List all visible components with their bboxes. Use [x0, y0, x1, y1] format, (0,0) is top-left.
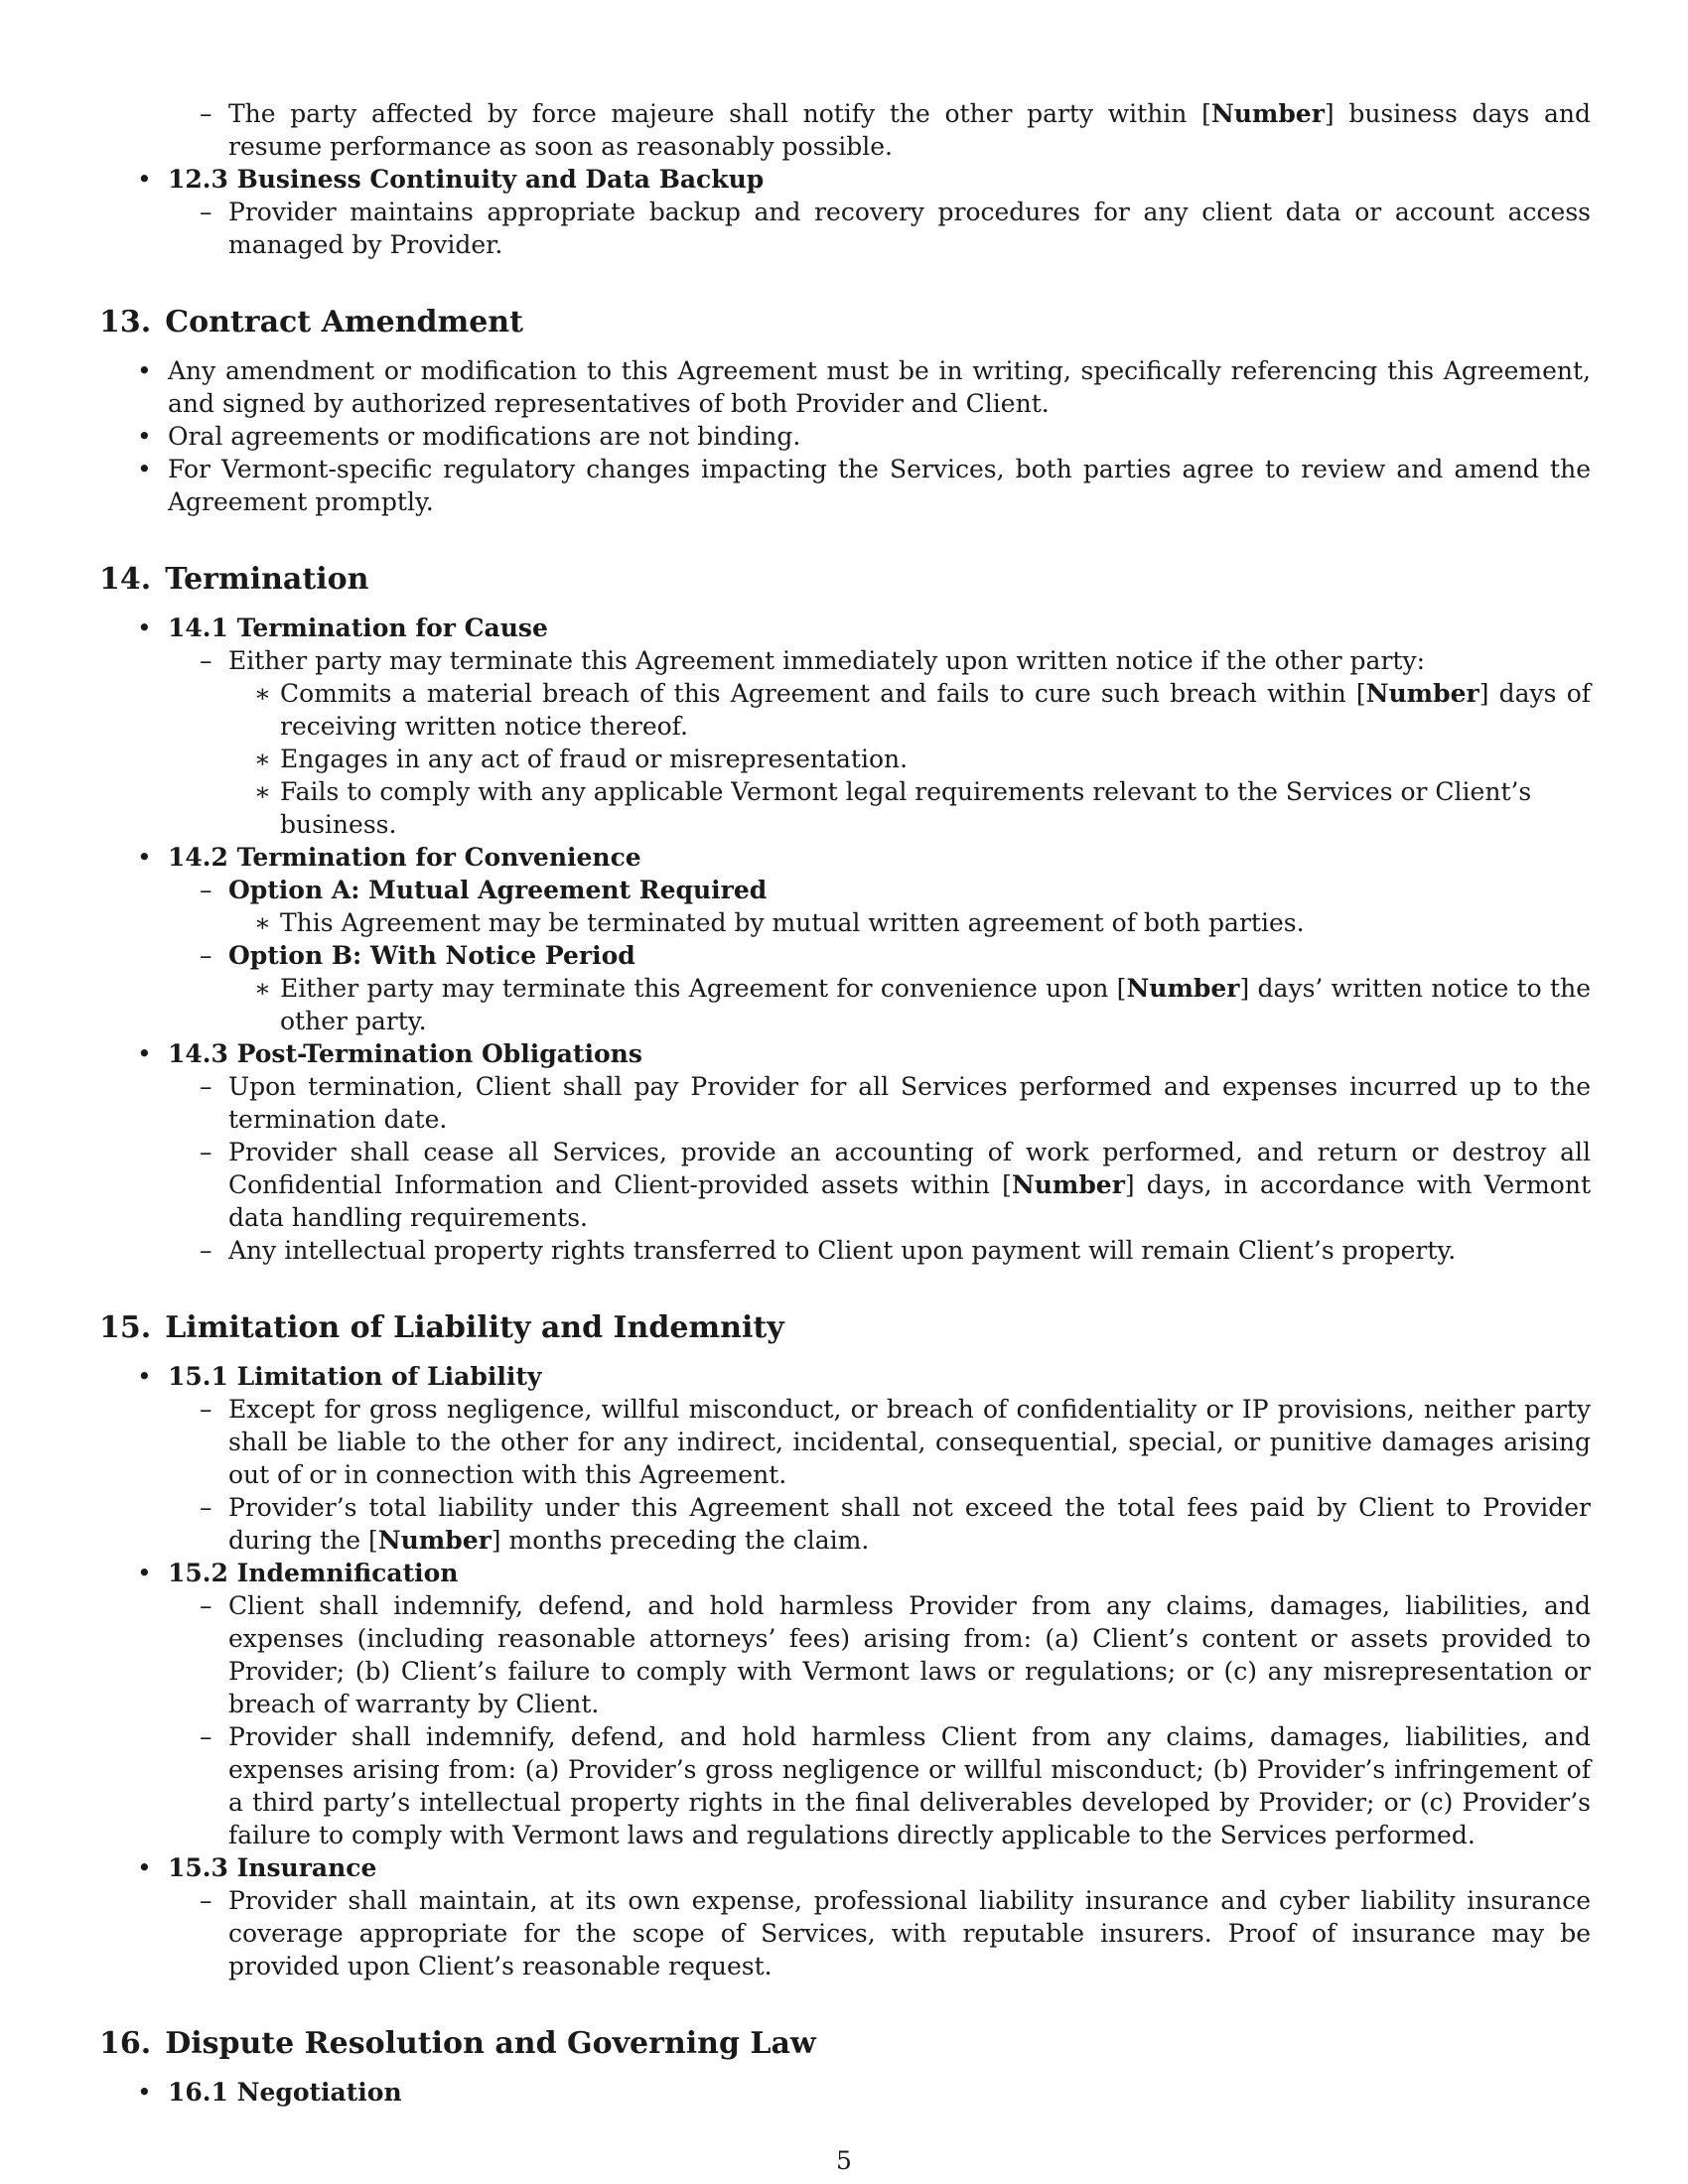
section-16-heading: 16. Dispute Resolution and Governing Law	[99, 2026, 816, 2061]
post-termination-item	[99, 1037, 1591, 1267]
post-ip: – Any intellectual property rights transferred to Client upon payment will remain Client’s property.	[168, 1234, 1591, 1267]
continuity-title: 12.3 Business Continuity and Data Backup	[168, 165, 765, 194]
indemnification-item	[99, 1557, 1591, 1851]
page-number: 5	[836, 2146, 852, 2175]
section-15-heading: 15. Limitation of Liability and Indemnity	[99, 1310, 784, 1345]
insurance-title: 15.3 Insurance	[168, 1853, 377, 1882]
limitation-title: 15.1 Limitation of Liability	[168, 1362, 542, 1391]
section-16-list	[99, 2076, 1591, 2109]
insurance-item	[99, 1851, 1591, 1982]
limitation-item	[99, 1360, 1591, 1557]
section-14-list	[99, 612, 1591, 1267]
amendment-item: • For Vermont-specific regulatory changes impacting the Services, both parties agree to review and amend the Agreement promptly.	[99, 453, 1591, 518]
option-b: – Option B: With Notice Period ∗ Either party may terminate this Agreement for convenience upon [Number] days’ written notice to the other party.	[168, 939, 1591, 1037]
cause-breach: ∗ Commits a material breach of this Agreement and fails to cure such breach within [Number] days of receiving written notice thereof.	[228, 677, 1591, 743]
force-majeure-item-container	[99, 97, 1591, 163]
cause-comply: ∗ Fails to comply with any applicable Vermont legal requirements relevant to the Services or Client’s business.	[228, 775, 1591, 841]
insurance-text: – Provider shall maintain, at its own expense, professional liability insurance and cyber liability insurance coverage appropriate for the scope of Services, with reputable insurers. Proof of insurance may be provided upon Client’s reasonable request.	[168, 1884, 1591, 1982]
continuity-item	[99, 163, 1591, 261]
limitation-text-2: – Provider’s total liability under this Agreement shall not exceed the total fees paid by Client to Provider during the [Number] months preceding the claim.	[168, 1491, 1591, 1557]
termination-convenience-title: 14.2 Termination for Convenience	[168, 843, 641, 872]
termination-convenience-item	[99, 841, 1591, 1037]
continuity-text: – Provider maintains appropriate backup and recovery procedures for any client data or account access managed by Provider.	[168, 196, 1591, 261]
amendment-item: • Oral agreements or modifications are not binding.	[99, 420, 1591, 453]
cause-fraud: ∗ Engages in any act of fraud or misrepresentation.	[228, 743, 1591, 775]
option-a-text: ∗ This Agreement may be terminated by mutual written agreement of both parties.	[228, 906, 1591, 939]
section-13-list	[99, 354, 1591, 518]
post-pay: – Upon termination, Client shall pay Provider for all Services performed and expenses incurred up to the termination date.	[168, 1070, 1591, 1136]
section-13-heading: 13. Contract Amendment	[99, 305, 523, 340]
post-termination-title: 14.3 Post-Termination Obligations	[168, 1039, 642, 1068]
section-14-heading: 14. Termination	[99, 562, 369, 597]
negotiation-title: 16.1 Negotiation	[168, 2078, 402, 2107]
indemnification-provider: – Provider shall indemnify, defend, and hold harmless Client from any claims, damages, liabilities, and expenses arising from: (a) Provider’s gross negligence or willful misconduct; (b) Provider’s infringement of a third party’s intellectual property rights in the final deliverables developed by Provider; or (c) Provider’s failure to comply with Vermont laws and regulations directly applicable to the Services performed.	[168, 1720, 1591, 1851]
termination-cause-title: 14.1 Termination for Cause	[168, 614, 548, 642]
termination-cause-intro: – Either party may terminate this Agreement immediately upon written notice if the other party: ∗ Commits a material breach of this Agreement and fails to cure such breach within [Number] days of receiving written notice thereof. ∗ Engages in any act of fraud or misrepresentation. ∗ Fails to comply with any applicable Vermont legal requirements relevant to the Services or Client’s business.	[168, 644, 1591, 841]
termination-cause-item	[99, 612, 1591, 841]
document-page	[99, 97, 1591, 2109]
section-15-list	[99, 1360, 1591, 1982]
section-12-continued	[99, 97, 1591, 261]
negotiation-item	[99, 2076, 1591, 2109]
post-cease: – Provider shall cease all Services, provide an accounting of work performed, and return or destroy all Confidential Information and Client-provided assets within [Number] days, in accordance with Vermont data handling requirements.	[168, 1136, 1591, 1234]
indemnification-title: 15.2 Indemnification	[168, 1559, 459, 1587]
amendment-item: • Any amendment or modification to this Agreement must be in writing, specifically referencing this Agreement, and signed by authorized representatives of both Provider and Client.	[99, 354, 1591, 420]
option-a: – Option A: Mutual Agreement Required ∗ This Agreement may be terminated by mutual written agreement of both parties.	[168, 874, 1591, 939]
option-b-text: ∗ Either party may terminate this Agreement for convenience upon [Number] days’ written notice to the other party.	[228, 972, 1591, 1037]
limitation-text-1: – Except for gross negligence, willful misconduct, or breach of confidentiality or IP provisions, neither party shall be liable to the other for any indirect, incidental, consequential, special, or punitive damages arising out of or in connection with this Agreement.	[168, 1393, 1591, 1491]
force-majeure-notice: – The party affected by force majeure shall notify the other party within [Number] business days and resume performance as soon as reasonably possible.	[168, 97, 1591, 163]
indemnification-client: – Client shall indemnify, defend, and hold harmless Provider from any claims, damages, liabilities, and expenses (including reasonable attorneys’ fees) arising from: (a) Client’s content or assets provided to Provider; (b) Client’s failure to comply with Vermont laws or regulations; or (c) any misrepresentation or breach of warranty by Client.	[168, 1589, 1591, 1720]
